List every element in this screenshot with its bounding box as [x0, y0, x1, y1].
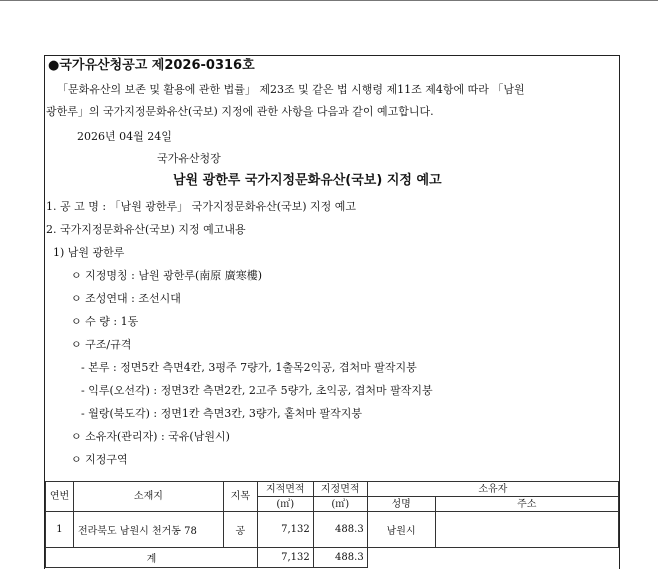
notice-document — [44, 55, 620, 569]
row-designated-area: 488.3 — [313, 512, 367, 548]
notice-header: ●국가유산청공고 제2026-0316호 — [48, 58, 255, 73]
notice-date: 2026년 04월 24일 — [77, 130, 172, 143]
designation-area-table — [45, 481, 619, 568]
quantity: ㅇ 수 량 : 1동 — [71, 315, 139, 328]
total-designated-area: 488.3 — [313, 548, 367, 568]
row-location: 전라북도 남원시 천거동 78 — [73, 512, 223, 548]
total-label: 계 — [46, 548, 258, 568]
header-parcel-unit: (㎡) — [257, 497, 313, 512]
table-row — [46, 512, 619, 548]
header-owner-address: 주소 — [435, 497, 618, 512]
intro-line-2: 광한루」의 국가지정문화유산(국보) 지정에 관한 사항을 다음과 같이 예고합니다. — [46, 105, 434, 118]
top-rule — [0, 0, 658, 1]
total-parcel-area: 7,132 — [257, 548, 313, 568]
total-row — [46, 548, 619, 568]
header-designated-area: 지정면적 — [313, 482, 367, 497]
structure-heading: ㅇ 구조/규격 — [71, 338, 132, 351]
structure-main: - 본루 : 정면5칸 측면4칸, 3평주 7량가, 1출목2익공, 겹처마 팔작지붕 — [81, 361, 417, 374]
area-line: ㅇ 지정구역 — [71, 453, 128, 466]
header-owner-name: 성명 — [367, 497, 435, 512]
designation-name: ㅇ 지정명칭 : 남원 광한루(南原 廣寒樓) — [71, 269, 263, 282]
row-owner-name: 남원시 — [367, 512, 435, 548]
structure-side: - 월랑(북도각) : 정면1칸 측면3칸, 3량가, 홑처마 팔작지붕 — [81, 407, 362, 420]
item-1: 1. 공 고 명 : 「남원 광한루」 국가지정문화유산(국보) 지정 예고 — [46, 200, 357, 213]
row-no: 1 — [46, 512, 74, 548]
structure-wing: - 익루(오선각) : 정면3칸 측면2칸, 2고주 5량가, 초익공, 겹처마 팔작지붕 — [81, 384, 433, 397]
issuer: 국가유산청장 — [157, 152, 221, 165]
row-category: 공 — [223, 512, 257, 548]
intro-line-1: 「문화유산의 보존 및 활용에 관한 법률」 제23조 및 같은 법 시행령 제11조 제4항에 따라 「남원 — [57, 83, 525, 96]
sub-item-1: 1) 남원 광한루 — [53, 246, 125, 259]
notice-title: 남원 광한루 국가지정문화유산(국보) 지정 예고 — [173, 173, 442, 188]
construction-era: ㅇ 조성연대 : 조선시대 — [71, 292, 181, 305]
header-designated-unit: (㎡) — [313, 497, 367, 512]
item-2: 2. 국가지정문화유산(국보) 지정 예고내용 — [46, 223, 246, 236]
header-location: 소재지 — [73, 482, 223, 512]
row-owner-address — [435, 512, 618, 548]
header-parcel-area: 지적면적 — [257, 482, 313, 497]
row-parcel-area: 7,132 — [257, 512, 313, 548]
header-owner: 소유자 — [367, 482, 618, 497]
header-category: 지목 — [223, 482, 257, 512]
owner-line: ㅇ 소유자(관리자) : 국유(남원시) — [71, 430, 230, 443]
total-empty — [367, 548, 618, 568]
header-no: 연번 — [46, 482, 74, 512]
